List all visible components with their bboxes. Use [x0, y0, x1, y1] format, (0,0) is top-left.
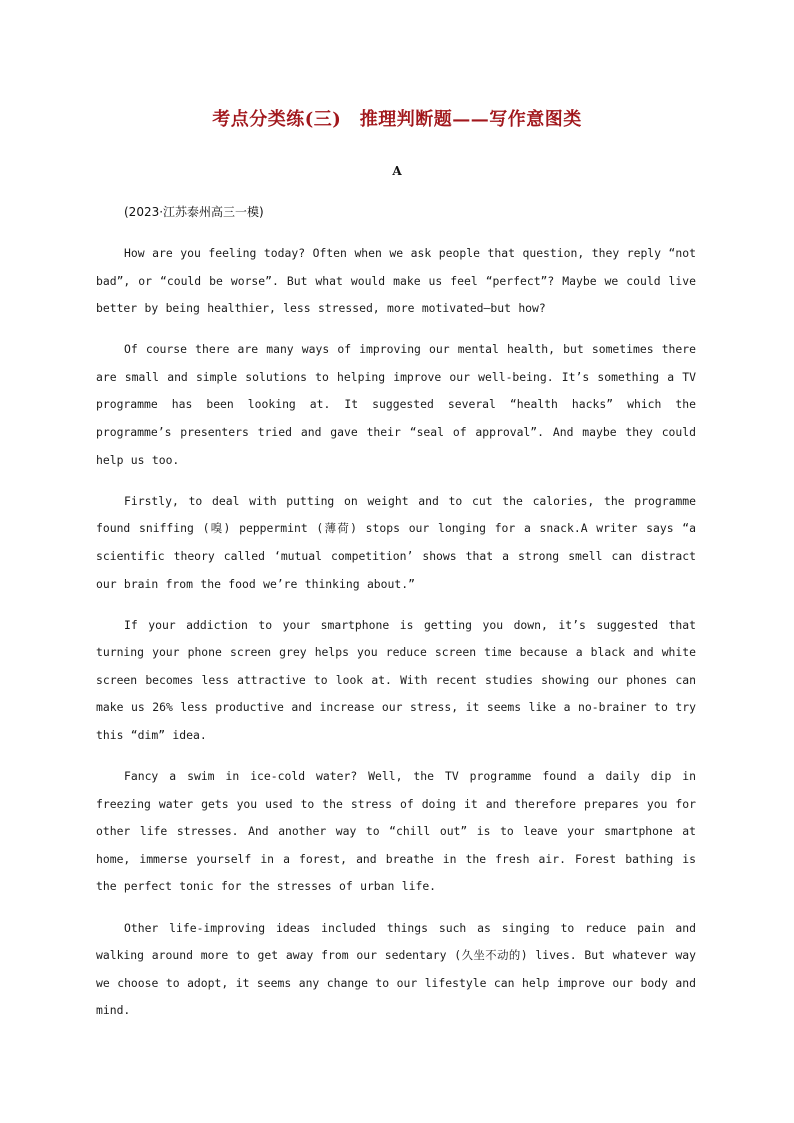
paragraph-4: If your addiction to your smartphone is getting you down, it’s suggested that turning your phone screen grey helps you reduce screen time because a black and white screen becomes less attractive to look at. With recent studies showing our phones can make us 26% less productive and increase our stress, it seems like a no-brainer to try this “dim” idea.: [96, 617, 696, 742]
paragraph-3: Firstly, to deal with putting on weight and to cut the calories, the programme found sniffing (嗅) peppermint (薄荷) stops our longing for a snack.A writer says “a scientific theory called ‘mutual competition’ shows that a strong smell can distract our brain from the food we’re thinking about.”: [96, 493, 696, 591]
section-label: A: [392, 164, 402, 178]
paragraph-5: Fancy a swim in ice-cold water? Well, the TV programme found a daily dip in freezing water gets you used to the stress of doing it and therefore prepares you for other life stresses. And another way to “chill out” is to leave your smartphone at home, immerse yourself in a forest, and breathe in the fresh air. Forest bathing is the perfect tonic for the stresses of urban life.: [96, 769, 696, 894]
passage-body: [96, 240, 696, 1038]
paragraph-2: Of course there are many ways of improving our mental health, but sometimes there are small and simple solutions to helping improve our well-being. It’s something a TV programme has been looking at. It suggested several “health hacks” which the programme’s presenters tried and gave their “seal of approval”. And maybe they could help us too.: [96, 342, 696, 467]
paragraph-6: Other life-improving ideas included things such as singing to reduce pain and walking around more to get away from our sedentary (久坐不动的) lives. But whatever way we choose to adopt, it seems any change to our lifestyle can help improve our body and mind.: [96, 920, 696, 1018]
paragraph-1: How are you feeling today? Often when we ask people that question, they reply “not bad”, or “could be worse”. But what would make us feel “perfect”? Maybe we could live better by being healthier, less stressed, more motivated—but how?: [96, 246, 696, 316]
passage-source: (2023·江苏泰州高三一模): [124, 205, 264, 219]
page-title: 考点分类练(三) 推理判断题——写作意图类: [212, 109, 582, 130]
